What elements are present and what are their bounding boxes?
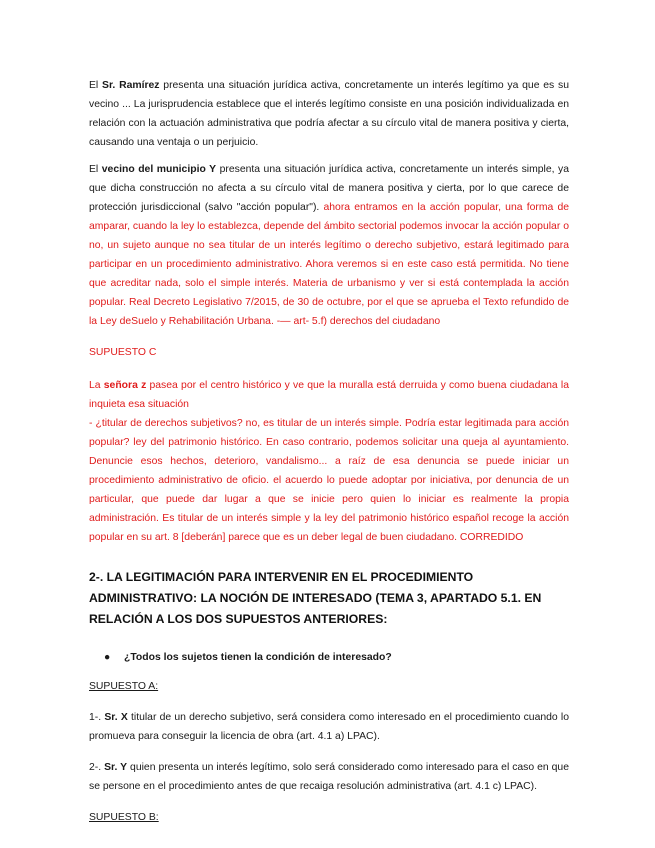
paragraph-senora-z-analysis: - ¿titular de derechos subjetivos? no, es titular de un interés simple. Podría estar legitimada para acción popular? ley del patrimonio histórico. En caso contrario, podemos solicitar una queja al ayuntamiento. Denuncie esos hechos, deterioro, vandalismo... a raíz de esa denuncia se puede iniciar un procedimiento administrativo de oficio. el acuerdo lo puede adoptar por iniciativa, por denuncia de un particular, que puede dar lugar a que se inicie pero quien lo iniciar es realmente la propia administración. Es titular de un interés simple y la ley del patrimonio histórico español recoge la acción popular en su art. 8 [deberán] parece que es un deber legal de buen ciudadano. CORREDIDO	[89, 418, 569, 543]
supuesto-a-heading: SUPUESTO A:	[89, 681, 159, 692]
paragraph-sr-x	[89, 708, 569, 746]
paragraph-sr-ramirez	[89, 76, 569, 152]
bullet-icon: ●	[104, 652, 111, 663]
text: presenta una situación jurídica activa, concretamente un interés simple, ya que dicha construcción no afecta a su círculo vital de manera positiva y cierta, por lo que carece de protección jurisdiccional (salvo "acción popular").	[89, 164, 569, 213]
text: El	[89, 80, 103, 91]
text: quien presenta un interés legítimo, solo será considerado como interesado para el caso en que se persone en el procedimiento antes de que recaiga resolución administrativa (art. 4.1 c) LPAC).	[89, 762, 569, 792]
bold-name: señora z	[103, 380, 147, 391]
paragraph-sr-y	[89, 758, 569, 796]
supuesto-c-heading: SUPUESTO C	[89, 347, 157, 358]
text: La	[89, 380, 104, 391]
supuesto-b-heading: SUPUESTO B:	[89, 812, 159, 823]
red-annotation: ahora entramos en la acción popular, una forma de amparar, cuando la ley lo establezca, depende del ámbito sectorial podemos invocar la acción popular o no, un sujeto aunque no sea titular de un interés legítimo o derecho subjetivo, estará legitimado para participar en un procedimiento administrativo. Ahora veremos si en este caso está permitida. No tiene que acreditar nada, solo el simple interés. Materia de urbanismo y ver si está contemplada la acción popular. Real Decreto Legislativo 7/2015, de 30 de octubre, por el que se aprueba el Texto refundido de la Ley deSuelo y Rehabilitación Urbana. -— art- 5.f) derechos del ciudadano	[89, 202, 569, 327]
bold-name: Sr. X	[104, 712, 128, 723]
text: presenta una situación jurídica activa, concretamente un interés legítimo ya que es su vecino ... La jurisprudencia establece que el interés legítimo consiste en una posición individualizada en relación con la actuación administrativa que podría afectar a su círculo vital de manera positiva y cierta, causando una ventaja o un perjuicio.	[89, 80, 569, 148]
question-list	[89, 648, 569, 667]
bold-name: vecino del municipio Y	[101, 164, 217, 175]
paragraph-vecino	[89, 160, 569, 331]
bold-name: Sr. Y	[104, 762, 128, 773]
text: titular de un derecho subjetivo, será considera como interesado en el procedimiento cuando lo promueva para conseguir la licencia de obra (art. 4.1 a) LPAC).	[89, 712, 570, 742]
question-item	[89, 648, 569, 667]
section-title: 2-. LA LEGITIMACIÓN PARA INTERVENIR EN EL PROCEDIMIENTO ADMINISTRATIVO: LA NOCIÓN DE INTERESADO (TEMA 3, APARTADO 5.1. EN RELACIÓN A LOS DOS SUPUESTOS ANTERIORES:	[89, 570, 542, 626]
text: 2-.	[89, 762, 105, 773]
question-text: ¿Todos los sujetos tienen la condición de interesado?	[124, 652, 392, 663]
text: 1-.	[89, 712, 105, 723]
text: pasea por el centro histórico y ve que la muralla está derruida y como buena ciudadana la inquieta esa situación	[89, 380, 569, 410]
paragraph-senora-z	[89, 376, 569, 414]
bold-name: Sr. Ramírez	[102, 80, 160, 91]
text: El	[89, 164, 102, 175]
